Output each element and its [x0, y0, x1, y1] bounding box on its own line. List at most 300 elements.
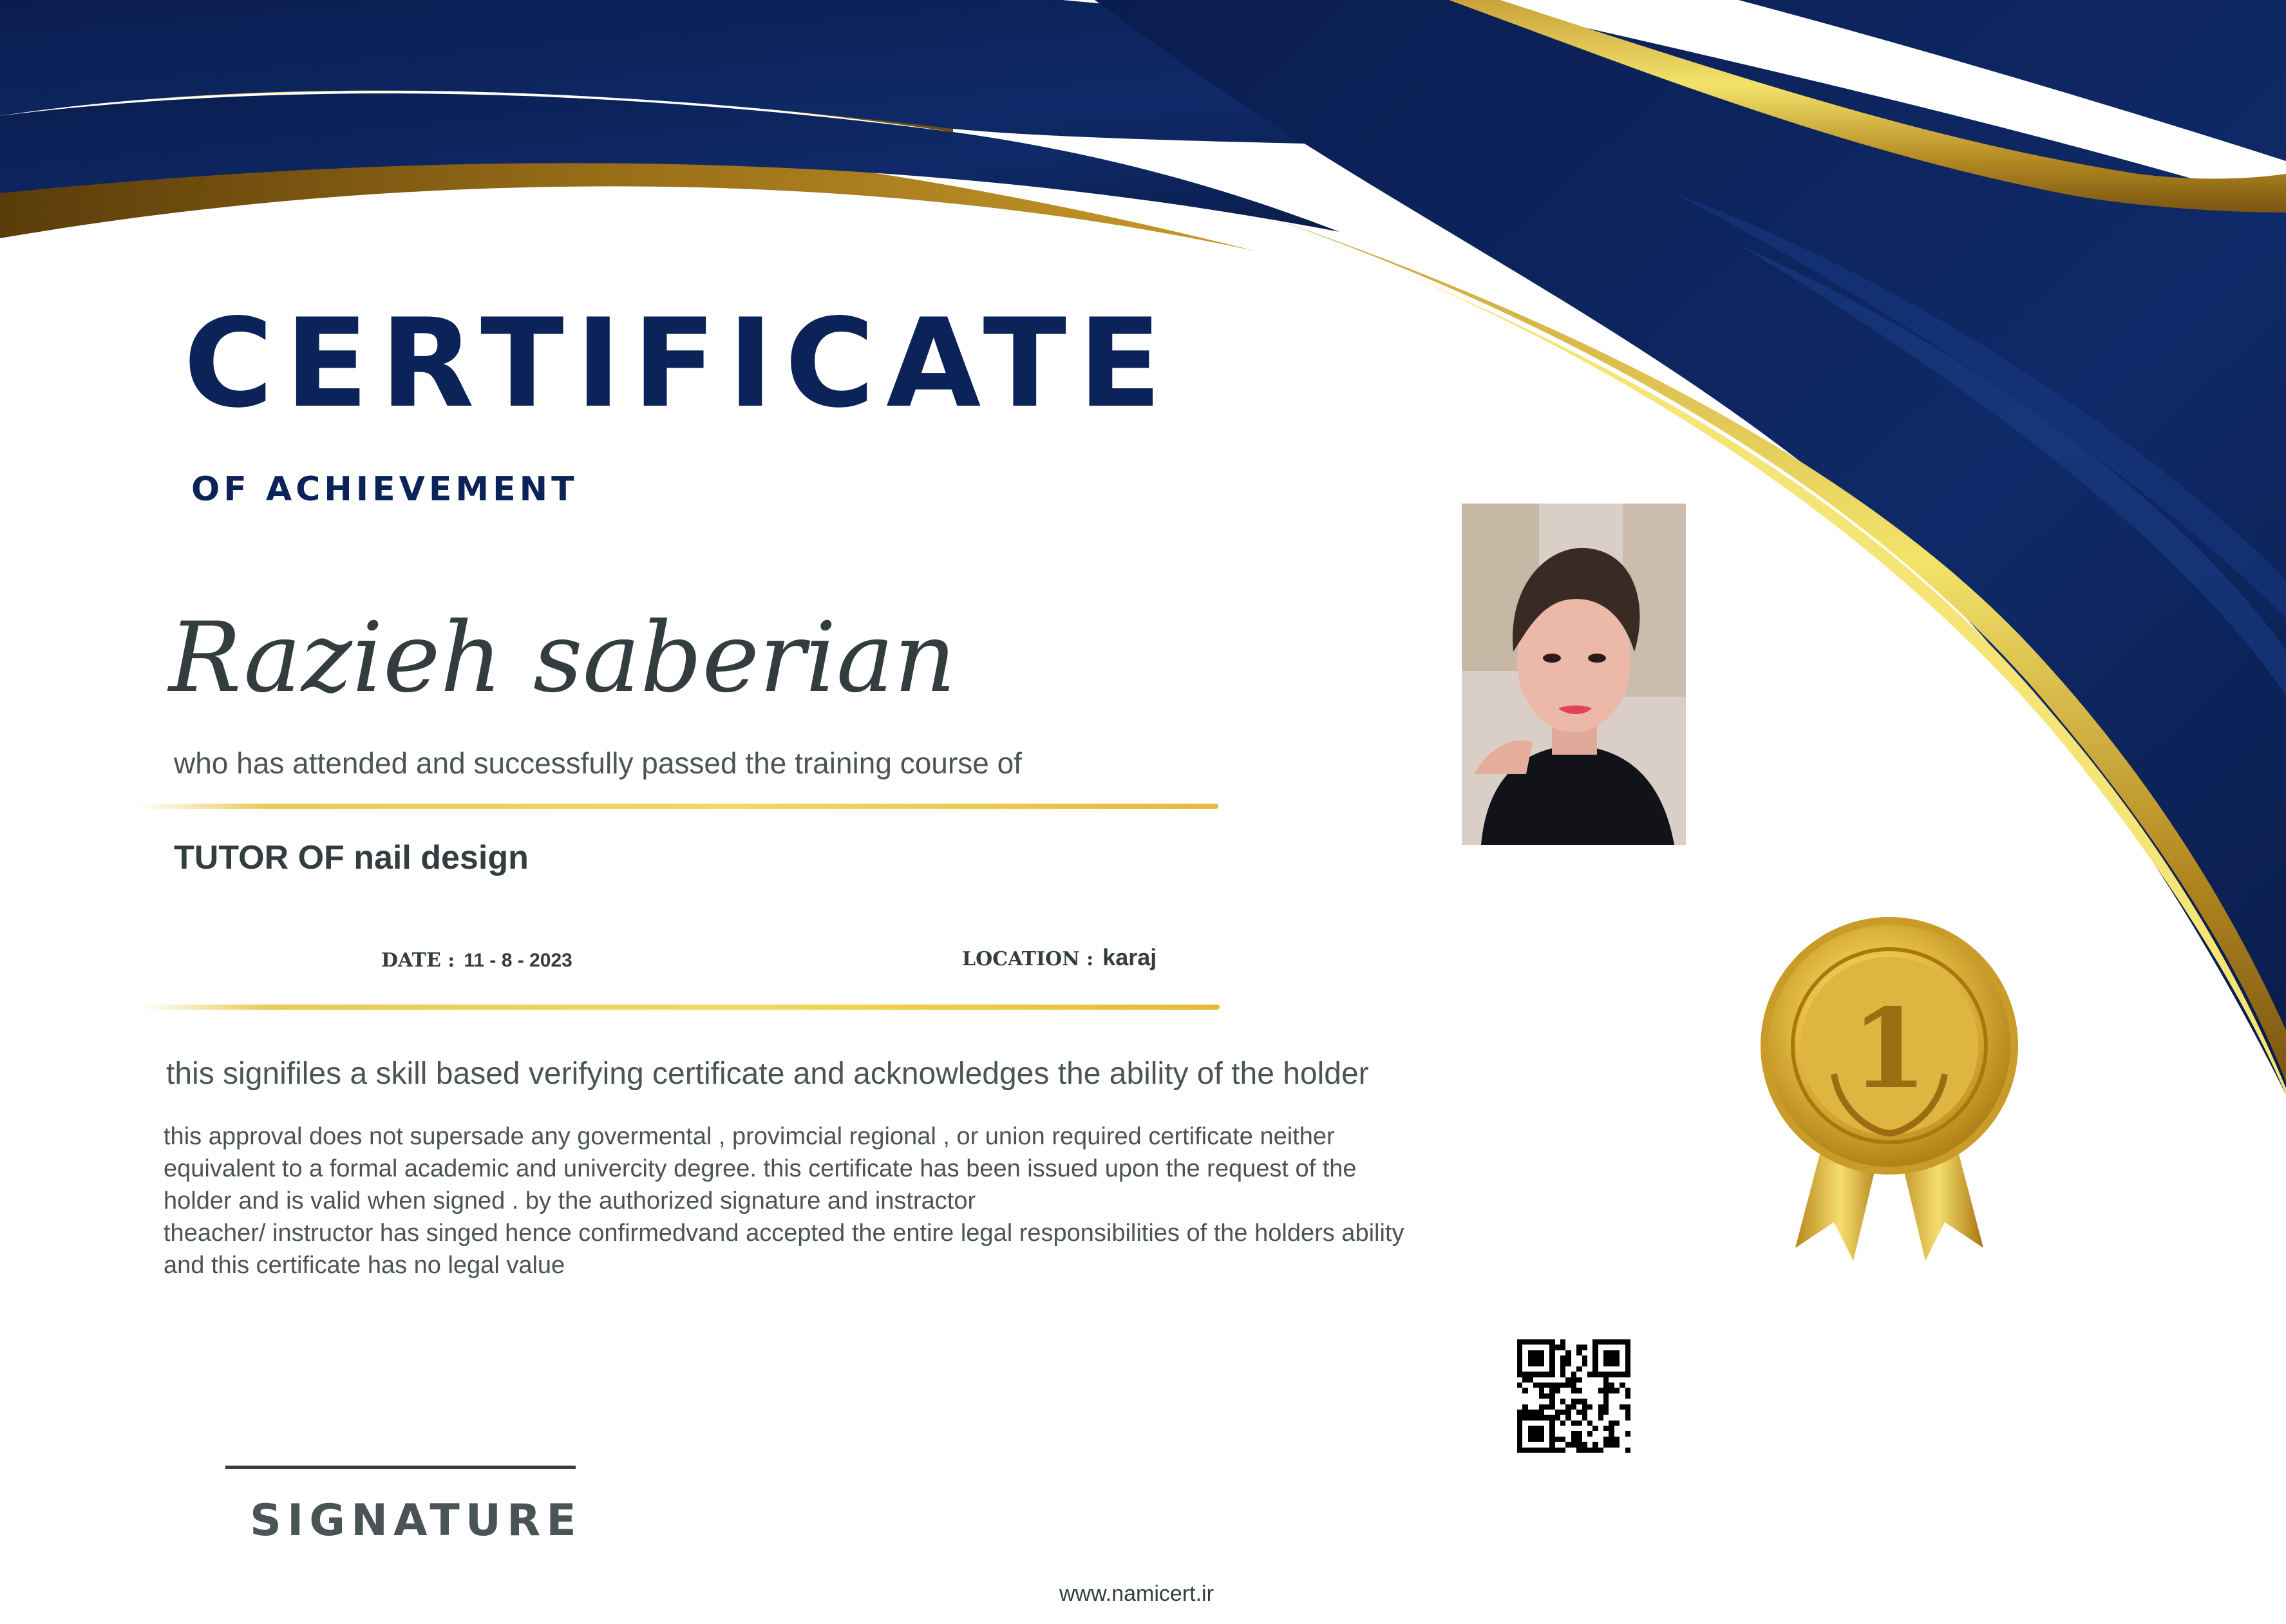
qr-module	[1544, 1448, 1549, 1453]
qr-module	[1609, 1361, 1614, 1366]
qr-module	[1598, 1361, 1603, 1366]
qr-module	[1620, 1372, 1625, 1377]
qr-module	[1598, 1442, 1603, 1447]
qr-module	[1571, 1366, 1576, 1372]
qr-module	[1517, 1388, 1522, 1393]
qr-module	[1598, 1437, 1603, 1442]
qr-module	[1576, 1383, 1582, 1388]
qr-module	[1587, 1410, 1592, 1415]
qr-module	[1598, 1355, 1603, 1361]
certificate-subtitle: OF ACHIEVEMENT	[191, 470, 578, 509]
qr-module	[1576, 1442, 1582, 1447]
qr-module	[1576, 1437, 1582, 1442]
qr-module	[1522, 1421, 1527, 1426]
qr-module	[1539, 1421, 1544, 1426]
qr-module	[1544, 1339, 1549, 1345]
qr-module	[1560, 1345, 1565, 1350]
qr-module	[1565, 1431, 1571, 1436]
qr-module	[1528, 1355, 1533, 1361]
qr-module	[1576, 1393, 1582, 1399]
qr-module	[1582, 1442, 1587, 1447]
qr-module	[1592, 1431, 1598, 1436]
qr-module	[1555, 1415, 1560, 1420]
qr-module	[1620, 1355, 1625, 1361]
qr-module	[1625, 1345, 1630, 1350]
qr-module	[1592, 1410, 1598, 1415]
qr-module	[1625, 1388, 1630, 1393]
qr-module	[1598, 1383, 1603, 1388]
seal-number: 1	[1851, 985, 1928, 1113]
qr-module	[1609, 1448, 1614, 1453]
qr-module	[1598, 1421, 1603, 1426]
qr-module	[1528, 1437, 1533, 1442]
qr-module	[1539, 1345, 1544, 1350]
qr-module	[1539, 1437, 1544, 1442]
qr-module	[1539, 1415, 1544, 1420]
qr-module	[1522, 1339, 1527, 1345]
qr-module	[1544, 1404, 1549, 1410]
qr-module	[1598, 1366, 1603, 1372]
qr-module	[1533, 1339, 1538, 1345]
qr-module	[1592, 1377, 1598, 1383]
qr-module	[1560, 1361, 1565, 1366]
qr-module	[1609, 1404, 1614, 1410]
qr-module	[1539, 1431, 1544, 1436]
qr-module	[1539, 1350, 1544, 1355]
qr-module	[1533, 1415, 1538, 1420]
qr-module	[1571, 1383, 1576, 1388]
qr-module	[1587, 1355, 1592, 1361]
qr-module	[1565, 1410, 1571, 1415]
qr-module	[1522, 1366, 1527, 1372]
qr-module	[1587, 1339, 1592, 1345]
qr-module	[1555, 1377, 1560, 1383]
qr-module	[1625, 1377, 1630, 1383]
qr-module	[1576, 1426, 1582, 1431]
qr-module	[1582, 1383, 1587, 1388]
qr-module	[1614, 1399, 1620, 1404]
qr-module	[1549, 1350, 1554, 1355]
qr-module	[1587, 1377, 1592, 1383]
qr-module	[1582, 1410, 1587, 1415]
qr-module	[1609, 1383, 1614, 1388]
qr-module	[1549, 1404, 1554, 1410]
qr-module	[1544, 1437, 1549, 1442]
qr-module	[1528, 1345, 1533, 1350]
qr-module	[1544, 1442, 1549, 1447]
qr-module	[1555, 1410, 1560, 1415]
qr-module	[1592, 1448, 1598, 1453]
qr-module	[1614, 1361, 1620, 1366]
qr-module	[1625, 1339, 1630, 1345]
qr-module	[1625, 1431, 1630, 1436]
qr-module	[1582, 1404, 1587, 1410]
qr-module	[1582, 1345, 1587, 1350]
qr-module	[1625, 1442, 1630, 1447]
qr-module	[1614, 1421, 1620, 1426]
qr-module	[1592, 1372, 1598, 1377]
qr-module	[1582, 1366, 1587, 1372]
qr-module	[1539, 1388, 1544, 1393]
qr-module	[1555, 1393, 1560, 1399]
qr-module	[1620, 1383, 1625, 1388]
qr-module	[1592, 1404, 1598, 1410]
gold-divider-top	[138, 804, 1218, 809]
qr-module	[1571, 1431, 1576, 1436]
qr-module	[1603, 1388, 1609, 1393]
qr-module	[1587, 1361, 1592, 1366]
qr-module	[1598, 1372, 1603, 1377]
qr-module	[1614, 1366, 1620, 1372]
qr-module	[1592, 1350, 1598, 1355]
qr-module	[1620, 1426, 1625, 1431]
qr-module	[1614, 1448, 1620, 1453]
qr-module	[1592, 1345, 1598, 1350]
qr-module	[1609, 1345, 1614, 1350]
qr-module	[1576, 1399, 1582, 1404]
qr-module	[1549, 1377, 1554, 1383]
qr-module	[1603, 1393, 1609, 1399]
qr-module	[1555, 1442, 1560, 1447]
qr-module	[1603, 1442, 1609, 1447]
qr-module	[1576, 1345, 1582, 1350]
qr-module	[1625, 1415, 1630, 1420]
qr-module	[1565, 1366, 1571, 1372]
signature-label: SIGNATURE	[250, 1495, 582, 1546]
qr-module	[1609, 1355, 1614, 1361]
qr-module	[1576, 1350, 1582, 1355]
qr-module	[1560, 1372, 1565, 1377]
qr-module	[1603, 1377, 1609, 1383]
qr-module	[1565, 1399, 1571, 1404]
qr-module	[1576, 1421, 1582, 1426]
qr-module	[1603, 1437, 1609, 1442]
qr-module	[1539, 1399, 1544, 1404]
date-label: DATE :	[381, 949, 455, 972]
qr-module	[1603, 1383, 1609, 1388]
qr-module	[1620, 1431, 1625, 1436]
qr-module	[1620, 1345, 1625, 1350]
qr-module	[1517, 1383, 1522, 1388]
qr-module	[1571, 1426, 1576, 1431]
qr-module	[1549, 1442, 1554, 1447]
qr-module	[1539, 1410, 1544, 1415]
qr-module	[1603, 1399, 1609, 1404]
qr-module	[1625, 1448, 1630, 1453]
recipient-name: Razieh saberian	[169, 602, 956, 714]
qr-module	[1620, 1393, 1625, 1399]
qr-module	[1528, 1410, 1533, 1415]
disclaimer-line: theacher/ instructor has singed hence confirmedvand accepted the entire legal responsibilities of the holders ability	[164, 1220, 1404, 1247]
qr-module	[1528, 1388, 1533, 1393]
qr-module	[1609, 1415, 1614, 1420]
qr-module	[1625, 1399, 1630, 1404]
qr-module	[1603, 1410, 1609, 1415]
qr-module	[1582, 1415, 1587, 1420]
qr-module	[1560, 1448, 1565, 1453]
qr-module	[1571, 1421, 1576, 1426]
qr-module	[1533, 1355, 1538, 1361]
qr-module	[1609, 1426, 1614, 1431]
qr-module	[1517, 1437, 1522, 1442]
qr-module	[1544, 1393, 1549, 1399]
qr-module	[1517, 1442, 1522, 1447]
qr-module	[1571, 1377, 1576, 1383]
qr-module	[1565, 1377, 1571, 1383]
qr-module	[1549, 1372, 1554, 1377]
qr-module	[1576, 1404, 1582, 1410]
qr-module	[1565, 1421, 1571, 1426]
qr-module	[1582, 1399, 1587, 1404]
qr-module	[1582, 1350, 1587, 1355]
qr-module	[1544, 1366, 1549, 1372]
qr-module	[1517, 1404, 1522, 1410]
qr-module	[1614, 1415, 1620, 1420]
qr-module	[1620, 1442, 1625, 1447]
qr-module	[1565, 1345, 1571, 1350]
qr-module	[1609, 1399, 1614, 1404]
qr-module	[1549, 1437, 1554, 1442]
qr-module	[1565, 1350, 1571, 1355]
qr-module	[1539, 1355, 1544, 1361]
qr-module	[1576, 1377, 1582, 1383]
qr-module	[1522, 1448, 1527, 1453]
qr-module	[1560, 1404, 1565, 1410]
qr-module	[1598, 1339, 1603, 1345]
qr-module	[1587, 1421, 1592, 1426]
qr-module	[1571, 1415, 1576, 1420]
qr-module	[1560, 1442, 1565, 1447]
qr-module	[1587, 1431, 1592, 1436]
qr-module	[1571, 1399, 1576, 1404]
qr-module	[1549, 1421, 1554, 1426]
qr-module	[1582, 1377, 1587, 1383]
qr-module	[1582, 1437, 1587, 1442]
qr-module	[1614, 1388, 1620, 1393]
qr-module	[1522, 1426, 1527, 1431]
qr-module	[1565, 1442, 1571, 1447]
qr-module	[1576, 1366, 1582, 1372]
qr-module	[1571, 1355, 1576, 1361]
qr-module	[1625, 1421, 1630, 1426]
qr-module	[1592, 1442, 1598, 1447]
qr-module	[1587, 1404, 1592, 1410]
qr-module	[1582, 1431, 1587, 1436]
qr-module	[1539, 1404, 1544, 1410]
disclaimer-line: holder and is valid when signed . by the authorized signature and instractor	[164, 1187, 976, 1214]
qr-module	[1560, 1388, 1565, 1393]
qr-module	[1544, 1415, 1549, 1420]
qr-module	[1555, 1431, 1560, 1436]
qr-module	[1609, 1431, 1614, 1436]
qr-module	[1565, 1426, 1571, 1431]
qr-module	[1544, 1355, 1549, 1361]
qr-module	[1592, 1393, 1598, 1399]
qr-module	[1592, 1355, 1598, 1361]
qr-module	[1539, 1383, 1544, 1388]
qr-module	[1560, 1339, 1565, 1345]
qr-module	[1522, 1388, 1527, 1393]
qr-module	[1555, 1372, 1560, 1377]
qr-module	[1549, 1388, 1554, 1393]
recipient-photo	[1462, 504, 1686, 845]
qr-module	[1565, 1339, 1571, 1345]
qr-module	[1549, 1345, 1554, 1350]
qr-module	[1598, 1393, 1603, 1399]
qr-module	[1571, 1361, 1576, 1366]
qr-module	[1603, 1404, 1609, 1410]
disclaimer-line: this approval does not supersade any govermental , provimcial regional , or union required certificate neither	[164, 1123, 1335, 1150]
qr-module	[1555, 1345, 1560, 1350]
qr-module	[1592, 1339, 1598, 1345]
qr-module	[1544, 1431, 1549, 1436]
qr-module	[1517, 1410, 1522, 1415]
qr-module	[1603, 1361, 1609, 1366]
qr-module	[1549, 1355, 1554, 1361]
qr-module	[1549, 1415, 1554, 1420]
qr-module	[1625, 1372, 1630, 1377]
qr-module	[1555, 1388, 1560, 1393]
qr-module	[1592, 1426, 1598, 1431]
qr-module	[1517, 1366, 1522, 1372]
qr-module	[1555, 1426, 1560, 1431]
qr-module	[1560, 1426, 1565, 1431]
qr-module	[1565, 1372, 1571, 1377]
qr-module	[1625, 1383, 1630, 1388]
qr-module	[1576, 1410, 1582, 1415]
qr-module	[1549, 1361, 1554, 1366]
qr-module	[1533, 1388, 1538, 1393]
qr-module	[1609, 1339, 1614, 1345]
signifies-statement: this signifiles a skill based verifying certificate and acknowledges the ability of the holder	[166, 1057, 1369, 1091]
qr-module	[1549, 1426, 1554, 1431]
qr-module	[1533, 1410, 1538, 1415]
qr-module	[1592, 1388, 1598, 1393]
qr-module	[1549, 1393, 1554, 1399]
qr-module	[1620, 1437, 1625, 1442]
qr-module	[1544, 1410, 1549, 1415]
qr-module	[1587, 1350, 1592, 1355]
qr-module	[1522, 1355, 1527, 1361]
qr-module	[1560, 1415, 1565, 1420]
qr-module	[1598, 1404, 1603, 1410]
qr-module	[1522, 1345, 1527, 1350]
qr-module	[1614, 1410, 1620, 1415]
qr-module	[1609, 1393, 1614, 1399]
qr-module	[1614, 1345, 1620, 1350]
disclaimer-line: equivalent to a formal academic and univercity degree. this certificate has been issued upon the request of the	[164, 1155, 1357, 1182]
qr-module	[1528, 1377, 1533, 1383]
qr-module	[1571, 1404, 1576, 1410]
qr-module	[1614, 1404, 1620, 1410]
qr-module	[1614, 1350, 1620, 1355]
qr-module	[1533, 1399, 1538, 1404]
qr-module	[1571, 1372, 1576, 1377]
qr-module	[1522, 1410, 1527, 1415]
qr-module	[1528, 1448, 1533, 1453]
qr-module	[1609, 1366, 1614, 1372]
qr-module	[1609, 1437, 1614, 1442]
qr-module	[1528, 1431, 1533, 1436]
qr-module	[1560, 1421, 1565, 1426]
qr-module	[1587, 1393, 1592, 1399]
qr-module	[1533, 1442, 1538, 1447]
qr-module	[1539, 1393, 1544, 1399]
qr-module	[1598, 1377, 1603, 1383]
qr-module	[1620, 1377, 1625, 1383]
qr-module	[1565, 1361, 1571, 1366]
qr-module	[1533, 1421, 1538, 1426]
qr-module	[1555, 1355, 1560, 1361]
qr-module	[1539, 1448, 1544, 1453]
qr-module	[1576, 1431, 1582, 1436]
qr-module	[1549, 1339, 1554, 1345]
attended-statement: who has attended and successfully passed the training course of	[174, 746, 1022, 780]
qr-module	[1517, 1350, 1522, 1355]
qr-module	[1598, 1345, 1603, 1350]
qr-module	[1533, 1345, 1538, 1350]
qr-module	[1587, 1383, 1592, 1388]
qr-module	[1539, 1442, 1544, 1447]
qr-code-icon	[1517, 1339, 1630, 1453]
disclaimer-line: and this certificate has no legal value	[164, 1252, 565, 1279]
qr-module	[1603, 1339, 1609, 1345]
qr-module	[1528, 1350, 1533, 1355]
qr-module	[1592, 1437, 1598, 1442]
gold-divider-bottom	[140, 1005, 1220, 1010]
qr-module	[1544, 1361, 1549, 1366]
qr-module	[1587, 1399, 1592, 1404]
qr-module	[1539, 1377, 1544, 1383]
qr-module	[1522, 1372, 1527, 1377]
qr-module	[1544, 1426, 1549, 1431]
qr-module	[1576, 1448, 1582, 1453]
gold-medal-seal-icon	[1757, 913, 2022, 1261]
qr-module	[1582, 1388, 1587, 1393]
qr-module	[1609, 1350, 1614, 1355]
website-link[interactable]: www.namicert.ir	[1059, 1582, 1214, 1606]
qr-module	[1620, 1415, 1625, 1420]
qr-module	[1625, 1361, 1630, 1366]
qr-module	[1528, 1426, 1533, 1431]
qr-module	[1571, 1410, 1576, 1415]
qr-module	[1522, 1399, 1527, 1404]
qr-module	[1571, 1437, 1576, 1442]
qr-module	[1544, 1421, 1549, 1426]
qr-module	[1614, 1355, 1620, 1361]
qr-module	[1539, 1366, 1544, 1372]
qr-module	[1533, 1437, 1538, 1442]
qr-module	[1609, 1442, 1614, 1447]
qr-module	[1587, 1415, 1592, 1420]
qr-module	[1625, 1404, 1630, 1410]
qr-module	[1555, 1383, 1560, 1388]
qr-module	[1565, 1437, 1571, 1442]
qr-module	[1576, 1388, 1582, 1393]
qr-module	[1533, 1377, 1538, 1383]
qr-module	[1565, 1393, 1571, 1399]
qr-module	[1549, 1431, 1554, 1436]
qr-module	[1517, 1431, 1522, 1436]
qr-module	[1522, 1431, 1527, 1436]
qr-module	[1555, 1361, 1560, 1366]
qr-module	[1555, 1404, 1560, 1410]
qr-module	[1555, 1339, 1560, 1345]
qr-module	[1582, 1361, 1587, 1366]
qr-module	[1544, 1345, 1549, 1350]
qr-module	[1598, 1399, 1603, 1404]
qr-module	[1544, 1388, 1549, 1393]
